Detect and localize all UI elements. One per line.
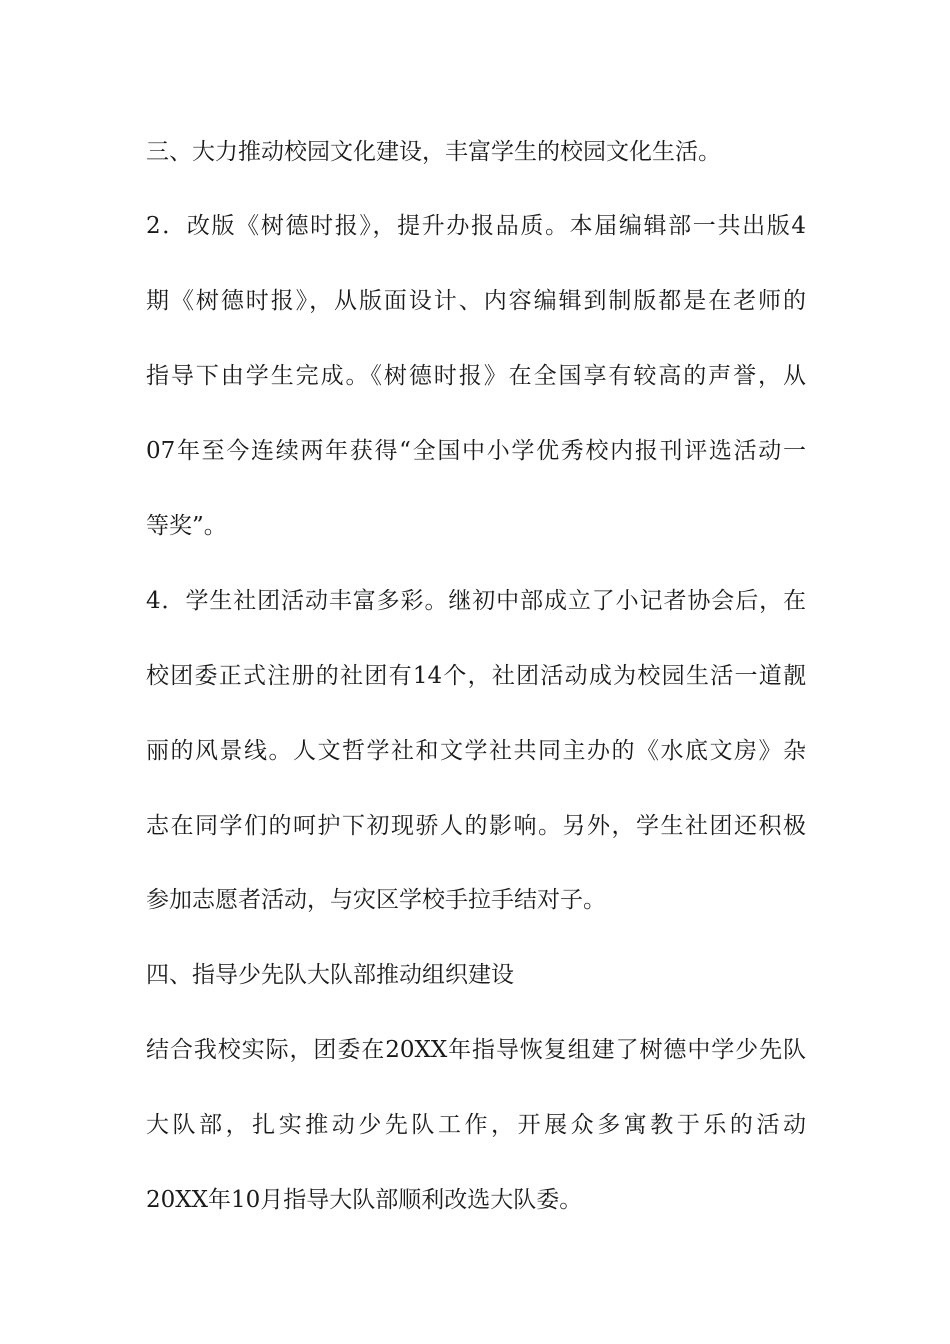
paragraph-line: 志在同学们的呵护下初现骄人的影响。另外，学生社团还积极 (146, 813, 806, 839)
paragraph-line: 4．学生社团活动丰富多彩。继初中部成立了小记者协会后，在 (146, 588, 806, 614)
paragraph-line: 20XX年10月指导大队部顺利改选大队委。 (146, 1187, 583, 1213)
paragraph-line: 丽的风景线。人文哲学社和文学社共同主办的《水底文房》杂 (146, 738, 806, 764)
section-heading-3: 三、大力推动校园文化建设，丰富学生的校园文化生活。 (146, 139, 721, 165)
paragraph-line: 校团委正式注册的社团有14个，社团活动成为校园生活一道靓 (146, 663, 806, 689)
paragraph-line: 等奖”。 (146, 513, 227, 539)
section-heading-4: 四、指导少先队大队部推动组织建设 (146, 962, 514, 988)
paragraph-line: 指导下由学生完成。《树德时报》在全国享有较高的声誉，从 (146, 363, 806, 389)
paragraph-line: 参加志愿者活动，与灾区学校手拉手结对子。 (146, 887, 606, 913)
paragraph-line: 大队部，扎实推动少先队工作，开展众多寓教于乐的活动 (146, 1112, 806, 1138)
paragraph-line: 2．改版《树德时报》，提升办报品质。本届编辑部一共出版4 (146, 213, 806, 239)
paragraph-line: 结合我校实际，团委在20XX年指导恢复组建了树德中学少先队 (146, 1037, 806, 1063)
paragraph-line: 07年至今连续两年获得“全国中小学优秀校内报刊评选活动一 (146, 438, 806, 464)
paragraph-line: 期《树德时报》，从版面设计、内容编辑到制版都是在老师的 (146, 288, 806, 314)
